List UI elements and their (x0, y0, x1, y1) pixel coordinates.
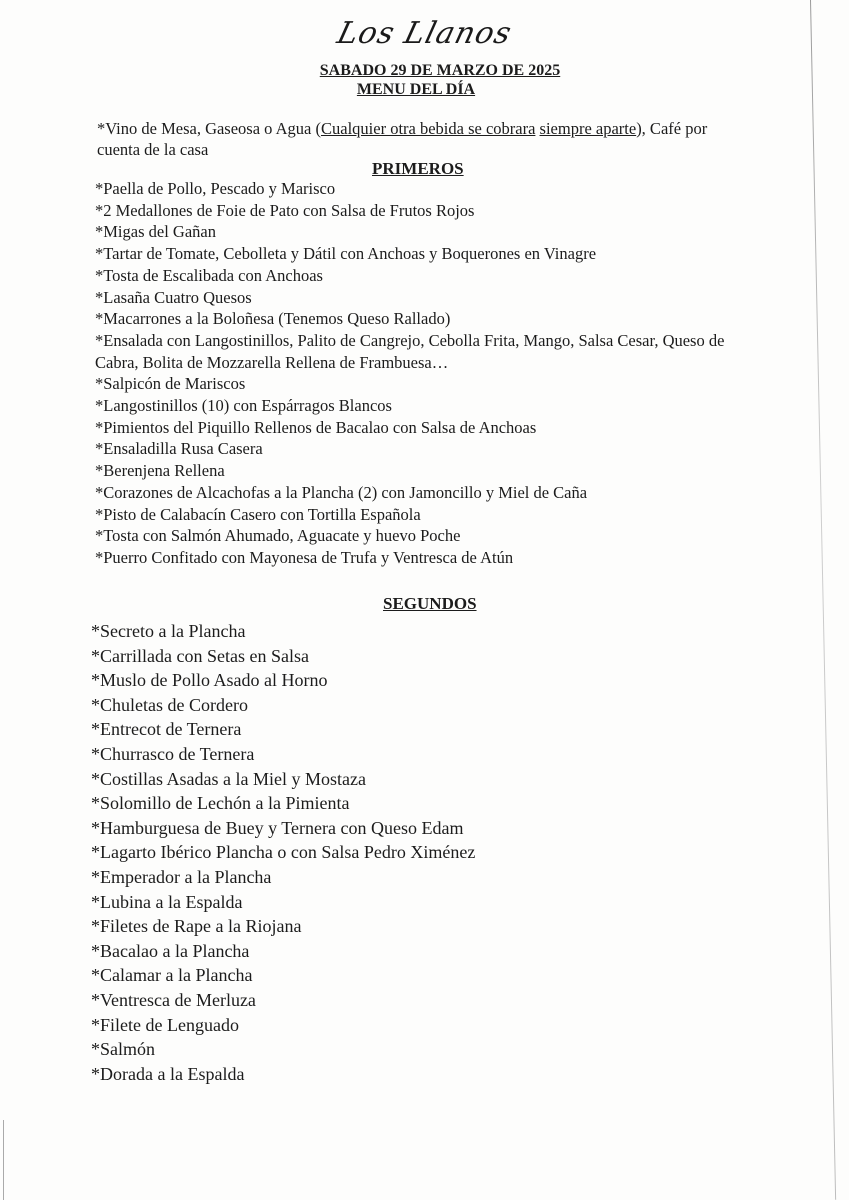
menu-item: *Ensalada con Langostinillos, Palito de Cangrejo, Cebolla Frita, Mango, Salsa Cesar, Queso de Cabra, Bolita de Mozzarella Rellena de Frambuesa… (95, 330, 725, 372)
menu-item: *Filetes de Rape a la Riojana (91, 916, 302, 937)
menu-item: *Salmón (91, 1039, 156, 1060)
paper-edge-right (810, 0, 836, 1200)
menu-item: *Muslo de Pollo Asado al Horno (91, 670, 328, 691)
menu-item: *Dorada a la Espalda (91, 1063, 245, 1084)
drinks-note-underline-2: siempre aparte (539, 119, 637, 138)
menu-item: *Entrecot de Ternera (91, 719, 242, 740)
primeros-list (95, 178, 755, 569)
menu-item: *Berenjena Rellena (95, 461, 225, 481)
drinks-note-text-2: ), Café por cuenta de la casa (97, 119, 708, 159)
menu-date: SABADO 29 DE MARZO DE 2025 (319, 62, 561, 79)
menu-item: *Carrillada con Setas en Salsa (91, 645, 309, 666)
menu-item: *Pimientos del Piquillo Rellenos de Bacalao con Salsa de Anchoas (95, 417, 537, 437)
menu-item: *Pisto de Calabacín Casero con Tortilla Española (95, 504, 421, 524)
menu-item: *Tartar de Tomate, Cebolleta y Dátil con Anchoas y Boquerones en Vinagre (95, 244, 597, 264)
menu-item: *Calamar a la Plancha (91, 965, 253, 986)
menu-item: *Chuletas de Cordero (91, 694, 248, 715)
menu-item: *Ensaladilla Rusa Casera (95, 439, 263, 459)
menu-item: *Secreto a la Plancha (91, 621, 246, 641)
menu-item: *Bacalao a la Plancha (91, 940, 250, 961)
menu-item: *Paella de Pollo, Pescado y Marisco (95, 179, 336, 198)
section-heading-primeros: PRIMEROS (372, 159, 464, 178)
menu-item: *Lubina a la Espalda (91, 891, 243, 912)
menu-item: *2 Medallones de Foie de Pato con Salsa de Frutos Rojos (95, 200, 475, 220)
restaurant-logo: Los Llanos (333, 16, 516, 51)
menu-item: *Churrasco de Ternera (91, 743, 255, 764)
paper-edge-left (3, 1120, 4, 1200)
menu-item: *Tosta de Escalibada con Anchoas (95, 265, 323, 285)
menu-item: *Filete de Lenguado (91, 1014, 239, 1035)
menu-item: *Corazones de Alcachofas a la Plancha (2) con Jamoncillo y Miel de Caña (95, 482, 588, 502)
menu-item: *Salpicón de Mariscos (95, 374, 246, 394)
drinks-note (97, 118, 737, 160)
menu-item: *Tosta con Salmón Ahumado, Aguacate y huevo Poche (95, 526, 461, 546)
menu-item: *Lasaña Cuatro Quesos (95, 287, 252, 307)
menu-item: *Lagarto Ibérico Plancha o con Salsa Pedro Ximénez (91, 842, 476, 863)
menu-item: *Hamburguesa de Buey y Ternera con Queso Edam (91, 817, 464, 838)
section-heading-segundos: SEGUNDOS (383, 594, 477, 613)
menu-item: *Macarrones a la Boloñesa (Tenemos Queso Rallado) (95, 309, 451, 329)
menu-item: *Puerro Confitado con Mayonesa de Trufa y Ventresca de Atún (95, 547, 514, 567)
drinks-note-underline-1: Cualquier otra bebida se cobrara (321, 119, 536, 138)
segundos-list (91, 619, 651, 1086)
menu-item: *Solomillo de Lechón a la Pimienta (91, 793, 350, 814)
menu-item: *Emperador a la Plancha (91, 866, 272, 887)
menu-item: *Ventresca de Merluza (91, 989, 256, 1010)
menu-item: *Migas del Gañan (95, 222, 216, 242)
menu-item: *Costillas Asadas a la Miel y Mostaza (91, 768, 366, 789)
drinks-note-text: *Vino de Mesa, Gaseosa o Agua ( (97, 119, 321, 138)
menu-subtitle: MENU DEL DÍA (356, 81, 476, 98)
menu-item: *Langostinillos (10) con Espárragos Blancos (95, 396, 392, 416)
